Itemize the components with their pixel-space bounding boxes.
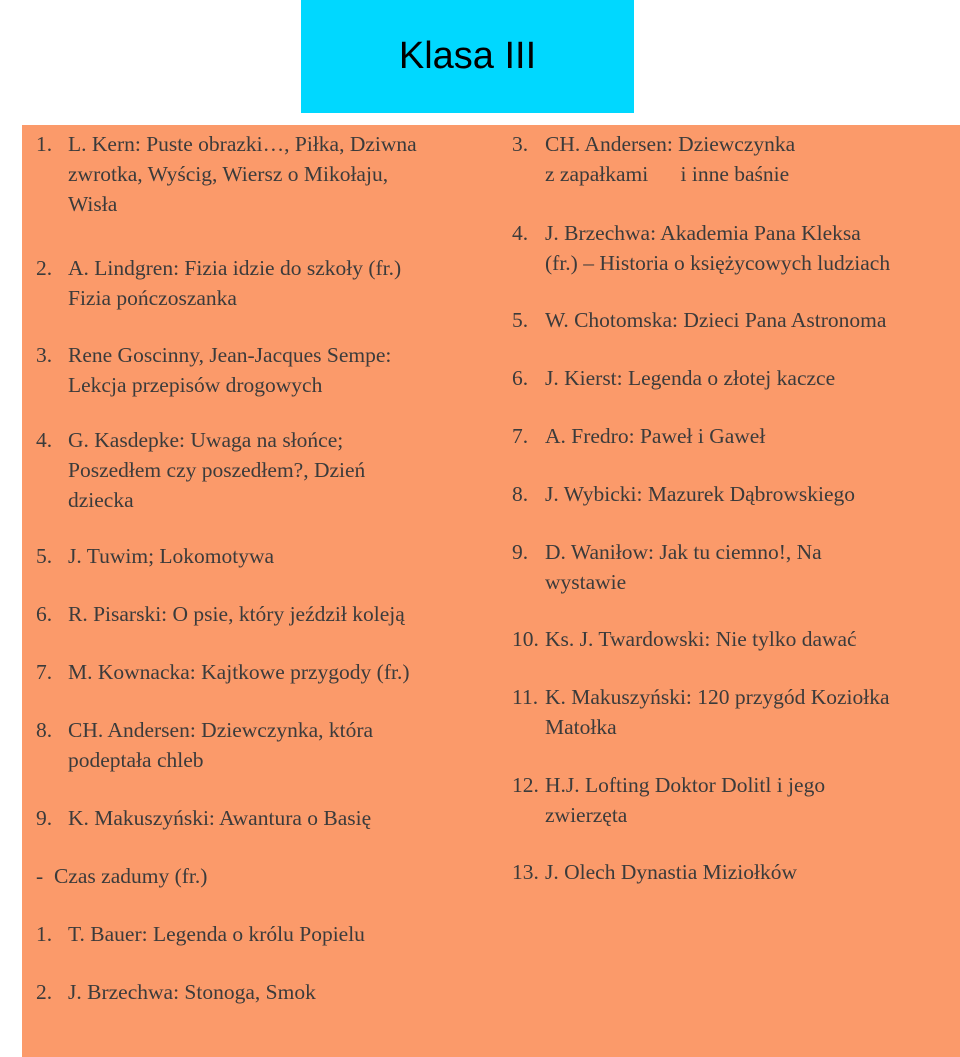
list-item (36, 657, 410, 687)
list-item-text (545, 479, 855, 509)
list-item-number: 2. (36, 256, 53, 280)
list-item-number: 1. (36, 922, 53, 946)
list-item-line: zwierzęta (545, 803, 628, 827)
list-item (36, 340, 391, 400)
list-item (512, 479, 855, 509)
list-item-line: Wisła (68, 192, 118, 216)
list-item (36, 919, 365, 949)
list-item-text (68, 715, 373, 775)
list-item-line: CH. Andersen: Dziewczynka (545, 132, 796, 156)
slide-title: Klasa III (398, 35, 537, 77)
list-item-line: Rene Goscinny, Jean-Jacques Sempe: (68, 343, 392, 367)
content-panel (22, 125, 960, 1057)
list-item-number: 11. (512, 685, 539, 709)
list-item-text (545, 770, 825, 830)
list-item-line: J. Brzechwa: Stonoga, Smok (68, 980, 316, 1004)
list-item-text (545, 218, 890, 278)
list-item (36, 425, 365, 515)
list-item-text (545, 305, 886, 335)
list-item-line: J. Olech Dynastia Miziołków (545, 860, 797, 884)
list-item-text (68, 340, 391, 400)
list-item (512, 363, 835, 393)
list-item-text (545, 421, 765, 451)
list-item-line: G. Kasdepke: Uwaga na słońce; (68, 428, 344, 452)
list-item-number: 3. (36, 343, 53, 367)
list-item (512, 682, 890, 742)
list-item-text (545, 537, 822, 597)
list-item-number: 1. (36, 132, 53, 156)
list-item (512, 218, 890, 278)
list-item-number: 8. (36, 718, 53, 742)
list-item (512, 421, 765, 451)
list-item (36, 541, 274, 571)
list-item-number: 7. (512, 424, 529, 448)
list-item-number: 8. (512, 482, 529, 506)
list-item-text (545, 363, 835, 393)
list-item-line: D. Waniłow: Jak tu ciemno!, Na (545, 540, 822, 564)
list-item (36, 129, 417, 219)
list-item-line: z zapałkami i inne baśnie (545, 162, 790, 186)
list-item-number: 4. (512, 221, 529, 245)
list-item (36, 803, 371, 833)
list-item (36, 253, 401, 313)
list-item-line: A. Fredro: Paweł i Gaweł (545, 424, 766, 448)
list-item-line: L. Kern: Puste obrazki…, Piłka, Dziwna (68, 132, 417, 156)
list-item-line: Ks. J. Twardowski: Nie tylko dawać (545, 627, 857, 651)
list-item-number: 9. (512, 540, 529, 564)
list-item-line: K. Makuszyński: 120 przygód Koziołka (545, 685, 890, 709)
list-item-number: 6. (36, 602, 53, 626)
list-item-line: M. Kownacka: Kajtkowe przygody (fr.) (68, 660, 410, 684)
list-item-number: 5. (36, 544, 53, 568)
list-item-text (54, 861, 207, 891)
list-item-text (68, 425, 365, 515)
list-item-number: 6. (512, 366, 529, 390)
list-item-number: 10. (512, 627, 539, 651)
list-item-text (68, 599, 405, 629)
list-item-line: K. Makuszyński: Awantura o Basię (68, 806, 372, 830)
list-item-line: Lekcja przepisów drogowych (68, 373, 323, 397)
list-item-text (545, 682, 890, 742)
list-item-line: A. Lindgren: Fizia idzie do szkoły (fr.) (68, 256, 402, 280)
list-item-text (68, 253, 401, 313)
list-item-number: 13. (512, 860, 539, 884)
list-item-text (68, 919, 365, 949)
list-item-line: (fr.) – Historia o księżycowych ludziach (545, 251, 891, 275)
list-item-number: 4. (36, 428, 53, 452)
list-item-number: 12. (512, 773, 539, 797)
list-item-line: R. Pisarski: O psie, który jeździł koleją (68, 602, 405, 626)
list-item-line: J. Wybicki: Mazurek Dąbrowskiego (545, 482, 855, 506)
list-item-number: 9. (36, 806, 53, 830)
list-item (512, 624, 857, 654)
list-item (512, 770, 825, 830)
list-item-line: zwrotka, Wyścig, Wiersz o Mikołaju, (68, 162, 389, 186)
list-item-number: 2. (36, 980, 53, 1004)
list-item (512, 857, 797, 887)
list-item-line: H.J. Lofting Doktor Dolitl i jego (545, 773, 826, 797)
list-item-text (68, 129, 417, 219)
list-item-text (545, 624, 857, 654)
list-item (36, 599, 405, 629)
list-item-line: Fizia pończoszanka (68, 286, 237, 310)
list-item-number: 3. (512, 132, 529, 156)
list-item-text (545, 857, 797, 887)
list-item-number: 5. (512, 308, 529, 332)
list-item (36, 715, 373, 775)
list-item-line: J. Kierst: Legenda o złotej kaczce (545, 366, 836, 390)
list-item-text (545, 129, 795, 189)
list-item-text (68, 977, 316, 1007)
list-item-line: Czas zadumy (fr.) (54, 864, 208, 888)
list-item-line: CH. Andersen: Dziewczynka, która (68, 718, 374, 742)
list-item-text (68, 541, 274, 571)
list-item (512, 305, 886, 335)
list-item-line: T. Bauer: Legenda o królu Popielu (68, 922, 365, 946)
list-item (36, 977, 316, 1007)
list-item (512, 129, 795, 189)
list-item-text (68, 803, 371, 833)
list-item (36, 861, 207, 891)
title-box (301, 0, 634, 113)
list-item-number: - (36, 864, 44, 888)
list-item-line: dziecka (68, 488, 134, 512)
list-item-line: J. Brzechwa: Akademia Pana Kleksa (545, 221, 861, 245)
list-item-line: J. Tuwim; Lokomotywa (68, 544, 275, 568)
list-item-line: wystawie (545, 570, 627, 594)
list-item-line: podeptała chleb (68, 748, 204, 772)
list-item-line: W. Chotomska: Dzieci Pana Astronoma (545, 308, 887, 332)
list-item-line: Poszedłem czy poszedłem?, Dzień (68, 458, 366, 482)
list-item-line: Matołka (545, 715, 617, 739)
list-item-text (68, 657, 410, 687)
list-item (512, 537, 822, 597)
list-item-number: 7. (36, 660, 53, 684)
